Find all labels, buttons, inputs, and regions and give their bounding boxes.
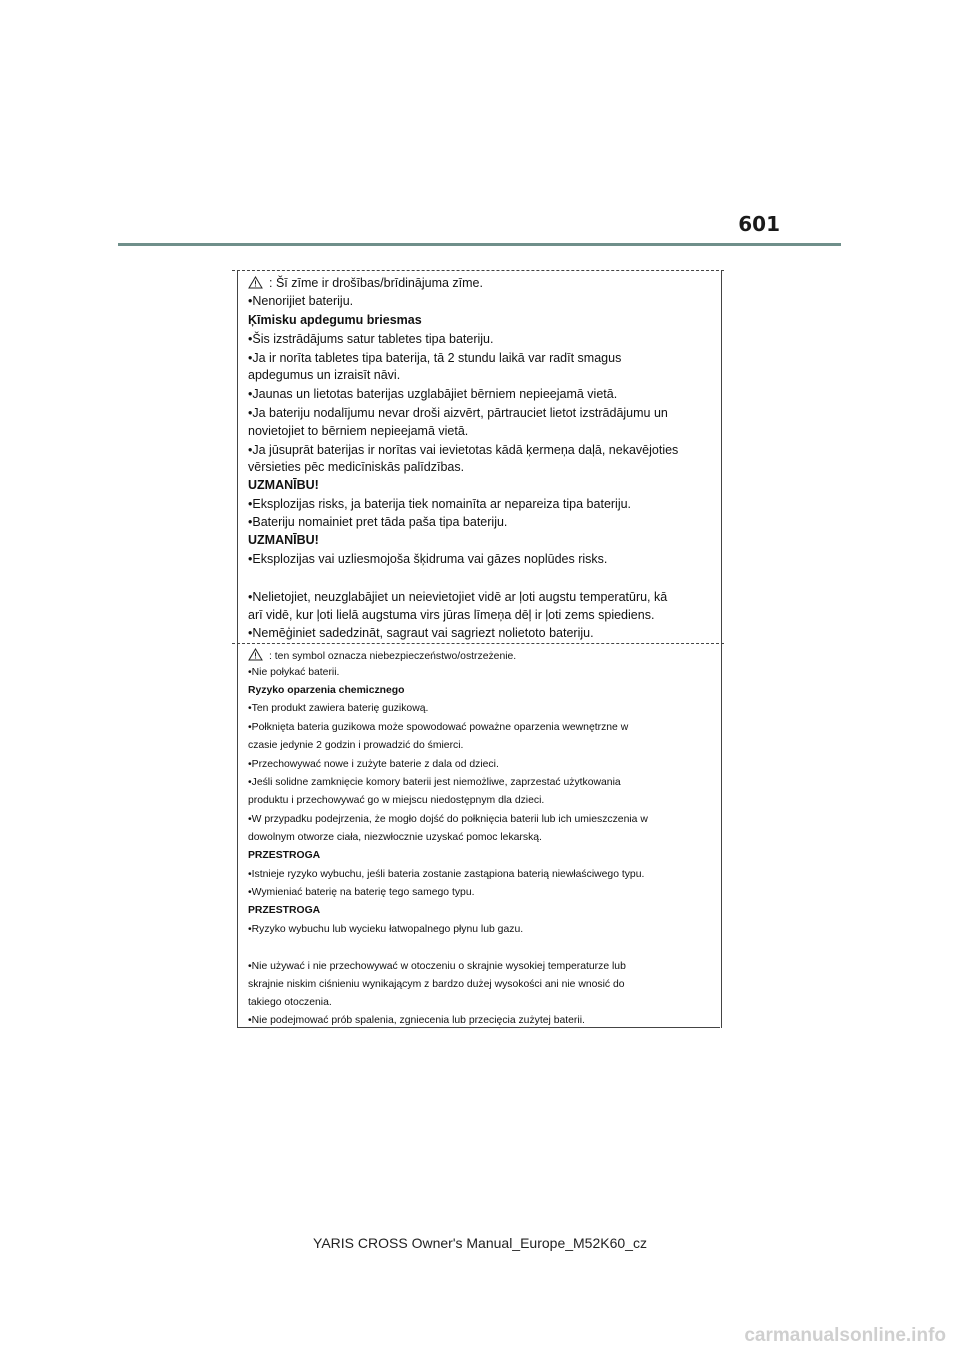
- list-item-continued: produktu i przechowywać go w miejscu niedostępnym dla dzieci.: [248, 795, 545, 806]
- list-item-continued: dowolnym otworze ciała, niezwłocznie uzyskać pomoc lekarską.: [248, 832, 542, 843]
- list-item-continued: vērsieties pēc medicīniskās palīdzības.: [248, 460, 465, 474]
- caution-heading: PRZESTROGA: [248, 905, 321, 916]
- section-heading: Ķīmisku apdegumu briesmas: [248, 313, 422, 327]
- list-item: •Eksplozijas risks, ja baterija tiek nomainīta ar nepareiza tipa bateriju.: [248, 497, 632, 511]
- list-item: •Nelietojiet, neuzglabājiet un neievietojiet vidē ar ļoti augstu temperatūru, kā: [248, 590, 668, 604]
- list-item: •Nie używać i nie przechowywać w otoczeniu o skrajnie wysokiej temperaturze lub: [248, 961, 626, 972]
- list-item: •Jaunas un lietotas baterijas uzglabājiet bērniem nepieejamā vietā.: [248, 387, 618, 401]
- list-item-continued: arī vidē, kur ļoti lielā augstuma virs jūras līmeņa dēļ ir ļoti zems spiediens.: [248, 608, 655, 622]
- caution-heading: UZMANĪBU!: [248, 533, 319, 547]
- list-item-continued: novietojiet to bērniem nepieejamā vietā.: [248, 424, 469, 438]
- list-item: •Istnieje ryzyko wybuchu, jeśli bateria zostanie zastąpiona baterią niewłaściwego typu.: [248, 869, 645, 880]
- list-item: •Wymieniać baterię na baterię tego samego typu.: [248, 887, 475, 898]
- caution-heading: UZMANĪBU!: [248, 478, 319, 492]
- list-item: •Ja jūsuprāt baterijas ir norītas vai ievietotas kādā ķermeņa daļā, nekavējoties: [248, 443, 679, 457]
- symbol-meaning: : ten symbol oznacza niebezpieczeństwo/ostrzeżenie.: [269, 651, 517, 662]
- list-item: •Przechowywać nowe i zużyte baterie z dala od dzieci.: [248, 759, 499, 770]
- section-heading: Ryzyko oparzenia chemicznego: [248, 685, 405, 696]
- list-item: •Ja bateriju nodalījumu nevar droši aizvērt, pārtrauciet lietot izstrādājumu un: [248, 406, 668, 420]
- list-item: •Ryzyko wybuchu lub wycieku łatwopalnego płynu lub gazu.: [248, 924, 524, 935]
- bottom-border: [237, 1027, 720, 1028]
- list-item: •Jeśli solidne zamknięcie komory baterii jest niemożliwe, zaprzestać użytkowania: [248, 777, 621, 788]
- watermark: carmanualsonline.info: [744, 1325, 946, 1346]
- list-item: •Nie połykać baterii.: [248, 667, 340, 678]
- list-item-continued: czasie jedynie 2 godzin i prowadzić do śmierci.: [248, 740, 464, 751]
- list-item: •Nie podejmować prób spalenia, zgniecenia lub przecięcia zużytej baterii.: [248, 1015, 585, 1026]
- list-item: •Eksplozijas vai uzliesmojoša šķidruma vai gāzes noplūdes risks.: [248, 552, 608, 566]
- warning-triangle-icon: [248, 276, 263, 289]
- warning-triangle-icon: [248, 648, 263, 661]
- header-rule: [118, 243, 841, 246]
- list-item: •Šis izstrādājums satur tabletes tipa bateriju.: [248, 332, 494, 346]
- list-item: •W przypadku podejrzenia, że mogło dojść do połknięcia baterii lub ich umieszczenia w: [248, 814, 648, 825]
- list-item: •Nemēģiniet sadedzināt, sagraut vai sagriezt nolietoto bateriju.: [248, 626, 594, 640]
- list-item-continued: takiego otoczenia.: [248, 997, 332, 1008]
- caution-heading: PRZESTROGA: [248, 850, 321, 861]
- list-item: •Ten produkt zawiera baterię guzikową.: [248, 703, 429, 714]
- list-item: •Bateriju nomainiet pret tāda paša tipa bateriju.: [248, 515, 508, 529]
- symbol-meaning: : Šī zīme ir drošības/brīdinājuma zīme.: [269, 276, 483, 290]
- list-item: •Ja ir norīta tabletes tipa baterija, tā 2 stundu laikā var radīt smagus: [248, 351, 622, 365]
- list-item: •Nenorijiet bateriju.: [248, 294, 354, 308]
- page-number: 601: [738, 212, 780, 236]
- list-item-continued: skrajnie niskim ciśnieniu wynikającym z bardzo dużej wysokości ani nie wnosić do: [248, 979, 625, 990]
- manual-footer: YARIS CROSS Owner's Manual_Europe_M52K60_cz: [313, 1235, 647, 1251]
- list-item: •Połknięta bateria guzikowa może spowodować poważne oparzenia wewnętrzne w: [248, 722, 629, 733]
- section-divider: [232, 643, 724, 644]
- top-dashed-border: [232, 270, 724, 271]
- list-item-continued: apdegumus un izraisīt nāvi.: [248, 368, 401, 382]
